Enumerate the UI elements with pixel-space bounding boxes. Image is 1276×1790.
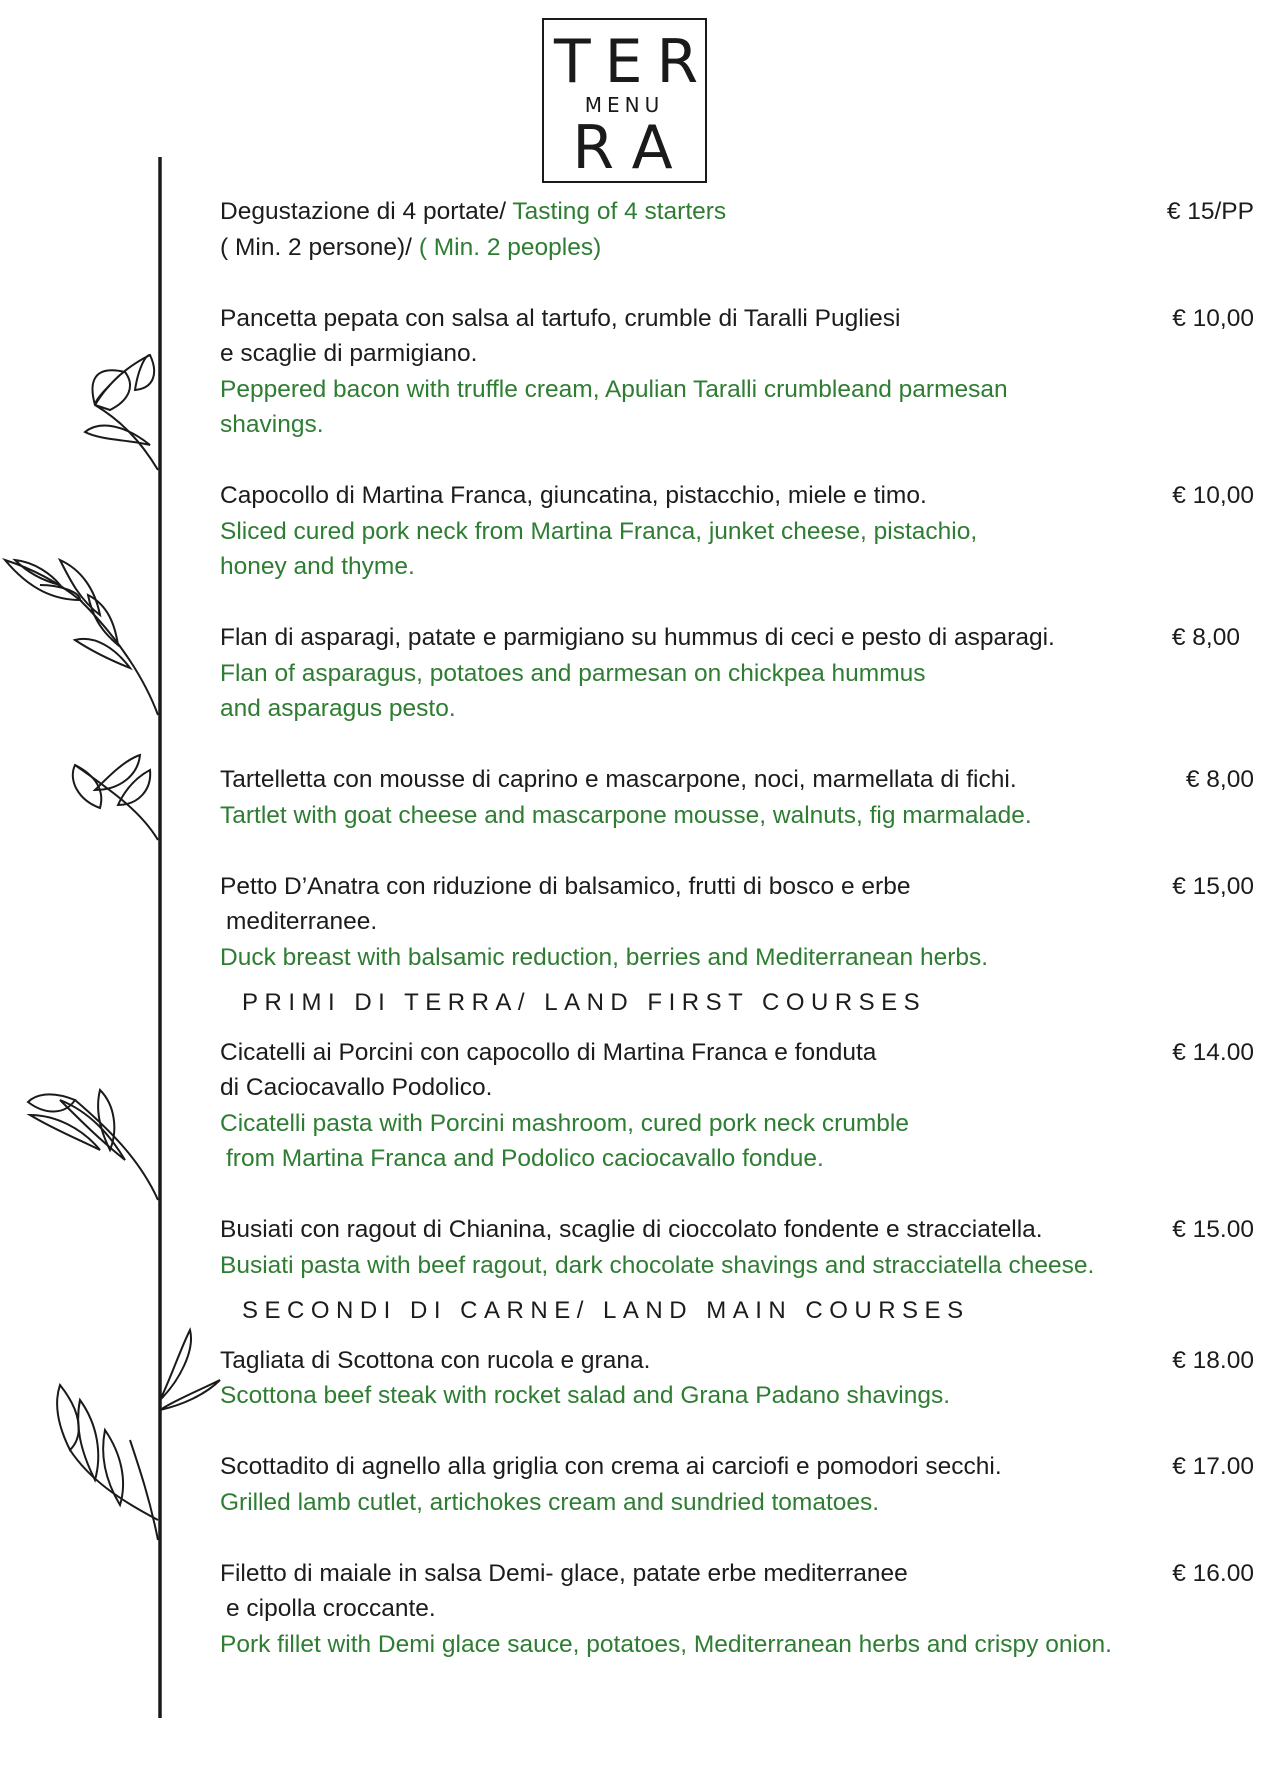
logo-top-text: TER: [554, 27, 713, 97]
menu-item-tartelletta: [220, 762, 1260, 833]
menu-item-scottadito: [220, 1449, 1260, 1520]
english-text: ( Min. 2 peoples): [418, 233, 602, 261]
menu-item-tagliata: [220, 1343, 1260, 1414]
italian-description: e cipolla croccante.: [226, 1595, 436, 1622]
item-price: € 10,00: [1172, 304, 1254, 332]
english-description: Tartlet with goat cheese and mascarpone mousse, walnuts, fig marmalade.: [220, 801, 1032, 829]
item-price: € 8,00: [1185, 766, 1254, 793]
logo-bottom-text: RA: [572, 113, 693, 183]
item-price: € 15/PP: [1166, 198, 1254, 225]
italian-description: Cicatelli ai Porcini con capocollo di Martina Franca e fonduta: [220, 1038, 877, 1066]
italian-description: Scottadito di agnello alla griglia con crema ai carciofi e pomodori secchi.: [220, 1453, 1002, 1480]
english-description: Scottona beef steak with rocket salad and Grana Padano shavings.: [220, 1382, 951, 1409]
item-price: € 14.00: [1172, 1038, 1254, 1066]
english-description: Grilled lamb cutlet, artichokes cream and sundried tomatoes.: [220, 1488, 880, 1516]
english-description: honey and thyme.: [220, 553, 415, 580]
menu-item-cicatelli: [220, 1035, 1260, 1177]
menu-content: [220, 194, 1260, 1698]
item-line-2: [220, 230, 1160, 266]
section-title-secondi: SECONDI DI CARNE/ LAND MAIN COURSES: [242, 1297, 970, 1324]
italian-description: Petto D’Anatra con riduzione di balsamico, frutti di bosco e erbe: [220, 872, 911, 900]
logo-menu-text: MENU: [584, 93, 665, 117]
english-description: Duck breast with balsamic reduction, berries and Mediterranean herbs.: [220, 943, 989, 971]
italian-description: Capocollo di Martina Franca, giuncatina, pistacchio, miele e timo.: [220, 482, 927, 509]
english-description: shavings.: [220, 411, 324, 438]
item-price: € 10,00: [1172, 482, 1254, 509]
menu-item-flan: [220, 620, 1260, 727]
english-description: Busiati pasta with beef ragout, dark chocolate shavings and stracciatella cheese.: [220, 1251, 1095, 1279]
italian-description: Busiati con ragout di Chianina, scaglie di cioccolato fondente e stracciatella.: [220, 1216, 1043, 1243]
english-description: and asparagus pesto.: [220, 695, 456, 722]
english-description: Peppered bacon with truffle cream, Apulian Taralli crumbleand parmesan: [220, 375, 1008, 403]
item-line-1: [220, 194, 1160, 230]
italian-description: e scaglie di parmigiano.: [220, 340, 478, 367]
menu-item-capocollo: [220, 478, 1260, 585]
menu-item-pancetta: [220, 301, 1260, 443]
english-description: Sliced cured pork neck from Martina Franca, junket cheese, pistachio,: [220, 517, 978, 545]
italian-description: di Caciocavallo Podolico.: [220, 1074, 493, 1101]
english-text: Tasting of 4 starters: [512, 198, 727, 225]
item-price: € 17.00: [1172, 1453, 1254, 1480]
item-price: € 8,00: [1171, 624, 1240, 651]
english-description: from Martina Franca and Podolico caciocavallo fondue.: [226, 1145, 824, 1172]
section-title-primi: PRIMI DI TERRA/ LAND FIRST COURSES: [242, 989, 927, 1016]
italian-text: ( Min. 2 persone)/: [220, 233, 419, 261]
italian-description: mediterranee.: [226, 908, 378, 935]
item-price: € 15.00: [1172, 1216, 1254, 1243]
italian-description: Pancetta pepata con salsa al tartufo, crumble di Taralli Pugliesi: [220, 304, 901, 332]
item-price: € 18.00: [1172, 1346, 1254, 1374]
menu-item-filetto: [220, 1556, 1260, 1663]
terra-logo: [542, 18, 713, 183]
italian-text: Degustazione di 4 portate/: [220, 198, 513, 225]
item-price: € 16.00: [1172, 1559, 1254, 1587]
italian-description: Tartelletta con mousse di caprino e mascarpone, noci, marmellata di fichi.: [220, 766, 1017, 793]
italian-description: Tagliata di Scottona con rucola e grana.: [220, 1346, 651, 1374]
menu-item-busiati: [220, 1212, 1260, 1283]
italian-description: Filetto di maiale in salsa Demi- glace, patate erbe mediterranee: [220, 1559, 908, 1587]
item-price: € 15,00: [1172, 872, 1254, 900]
english-description: Flan of asparagus, potatoes and parmesan on chickpea hummus: [220, 659, 926, 687]
menu-item-tasting: [220, 194, 1260, 265]
menu-item-anatra: [220, 869, 1260, 976]
italian-description: Flan di asparagi, patate e parmigiano su hummus di ceci e pesto di asparagi.: [220, 624, 1055, 651]
english-description: Pork fillet with Demi glace sauce, potatoes, Mediterranean herbs and crispy onion.: [220, 1630, 1112, 1658]
english-description: Cicatelli pasta with Porcini mashroom, cured pork neck crumble: [220, 1109, 909, 1137]
